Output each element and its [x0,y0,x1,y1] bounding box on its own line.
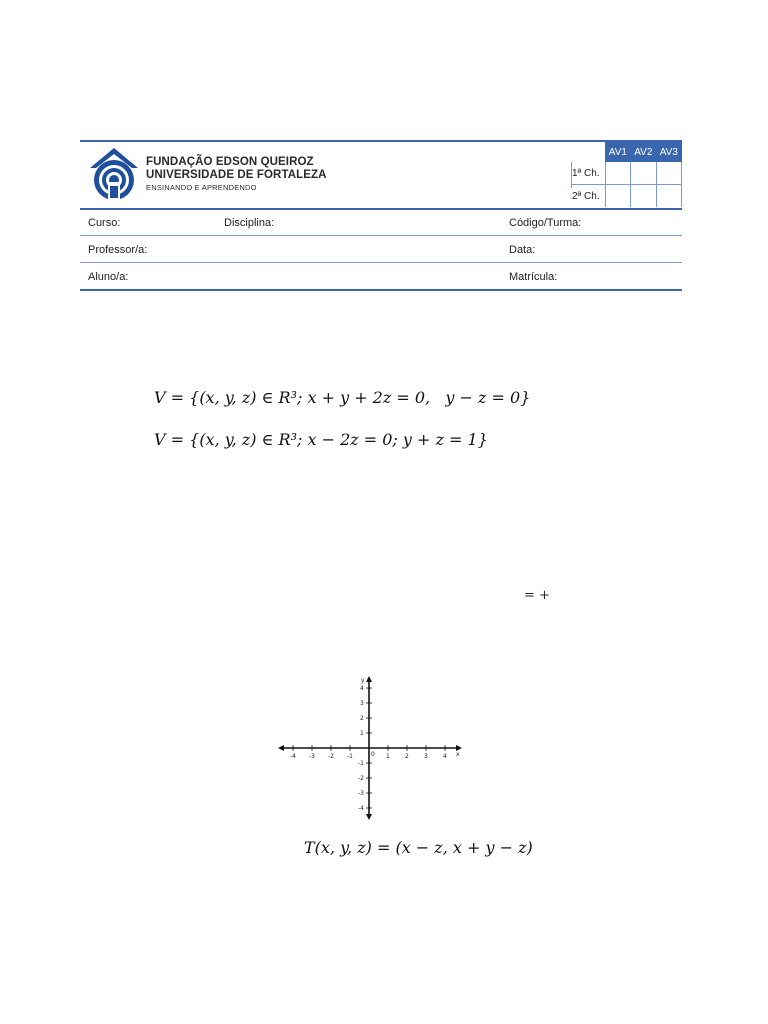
org-slogan: ENSINANDO E APRENDENDO [146,183,257,192]
grade-row-label: 2ª Ch. [572,190,600,202]
header-mid-rule [80,208,682,210]
org-name-line2: UNIVERSIDADE DE FORTALEZA [146,169,327,181]
x-tick-label: 1 [386,753,390,760]
field-disciplina: Disciplina: [224,217,275,229]
y-tick-label: -4 [358,805,364,812]
x-tick-label: -1 [347,753,353,760]
org-name-line1: FUNDAÇÃO EDSON QUEIROZ [146,156,314,168]
grade-table-divider [571,162,572,188]
y-tick-label: -3 [358,790,364,797]
x-tick-label: -4 [290,753,296,760]
field-aluno: Aluno/a: [88,271,129,283]
x-tick-label: -3 [309,753,315,760]
linear-transformation: T(x, y, z) = (x − z, x + y − z) [304,838,533,857]
field-divider [80,235,682,236]
grade-row-label: 1ª Ch. [571,162,605,185]
grade-cell[interactable] [631,185,656,208]
exam-header [80,140,682,292]
grade-cell[interactable] [656,185,681,208]
grade-col-av3: AV3 [656,142,681,162]
grade-col-av1: AV1 [605,142,630,162]
equation-subspace-2: V = {(x, y, z) ∈ R³; x − 2z = 0; y + z = 1} [154,430,488,449]
x-axis-label: x [456,751,460,758]
cartesian-axes-diagram [276,672,466,822]
field-professor: Professor/a: [88,244,148,256]
grade-cell[interactable] [605,162,630,185]
x-tick-label: 2 [405,753,409,760]
university-logo-icon [88,146,140,202]
y-tick-label: 1 [360,730,364,737]
field-data: Data: [509,244,536,256]
y-tick-label: -1 [358,760,364,767]
grade-cell[interactable] [631,162,656,185]
x-tick-label: 4 [443,753,447,760]
y-axis-label: y [361,677,365,684]
grade-col-av2: AV2 [631,142,656,162]
grade-cell[interactable] [605,185,630,208]
field-matricula: Matrícula: [509,271,558,283]
grade-cell[interactable] [656,162,681,185]
equation-subspace-1: V = {(x, y, z) ∈ R³; x + y + 2z = 0, y − z = 0} [154,388,531,407]
x-tick-label: -2 [328,753,334,760]
y-tick-label: 4 [360,685,364,692]
field-divider [80,262,682,263]
field-curso: Curso: [88,217,121,229]
field-codigo-turma: Código/Turma: [509,217,582,229]
y-tick-label: -2 [358,775,364,782]
grade-table [571,142,682,207]
equation-fragment: = + [524,588,550,603]
organization-name [146,156,327,193]
x-tick-label: 3 [424,753,428,760]
header-bottom-rule [80,289,682,291]
y-tick-label: 2 [360,715,364,722]
origin-label: 0 [371,751,375,758]
y-tick-label: 3 [360,700,364,707]
